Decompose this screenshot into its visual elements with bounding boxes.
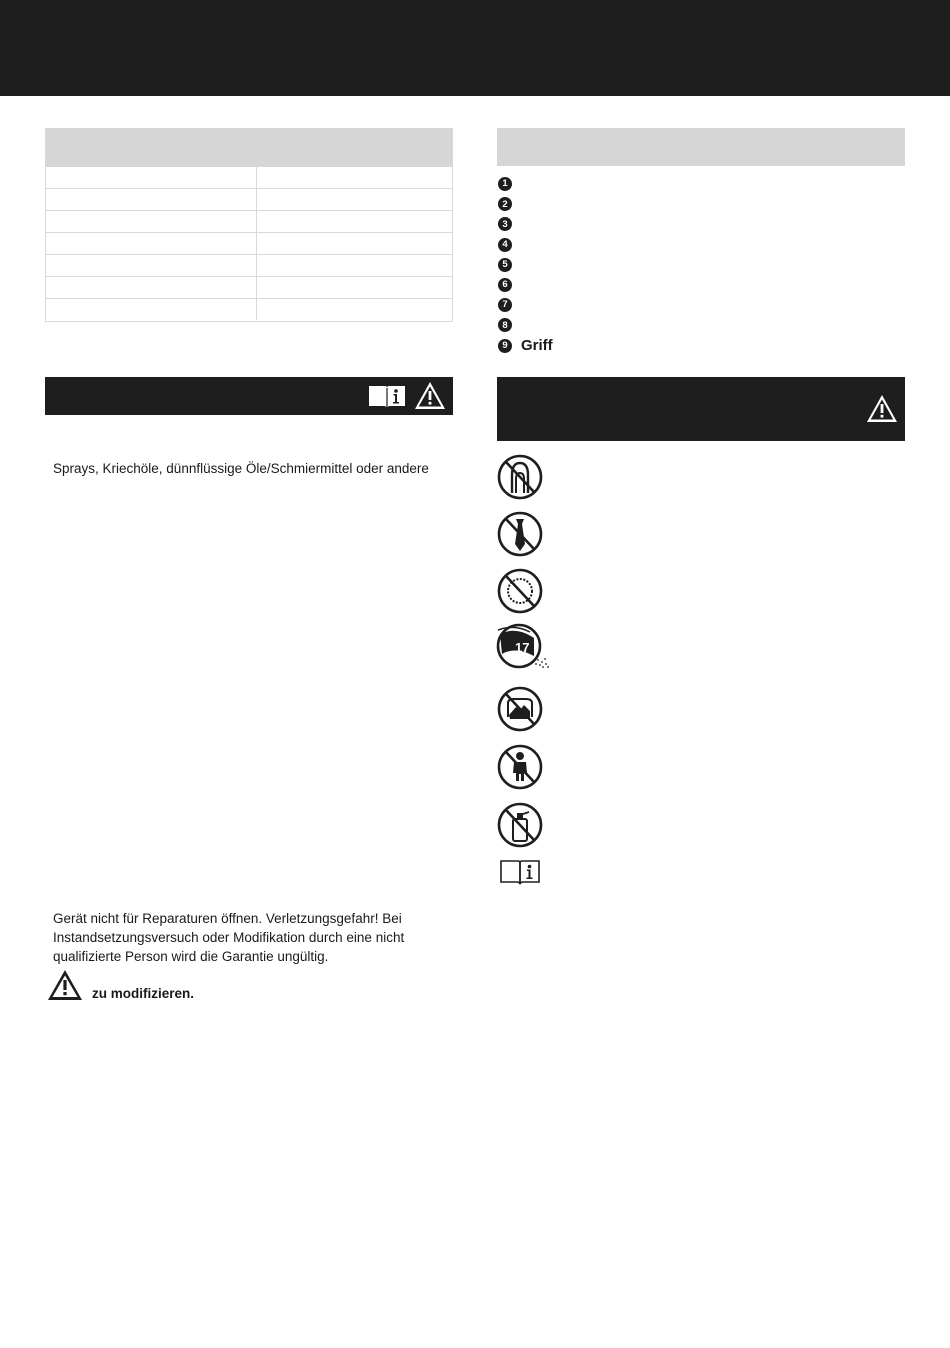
no-long-hair-icon [496,453,544,501]
table-row [46,277,452,299]
parts-list [498,174,553,356]
specifications-header [46,129,452,167]
number-badge: 2 [498,197,512,211]
table-row [46,299,452,321]
modify-warning-text: zu modifizieren. [92,986,195,1001]
sheet-count-label: 17 [515,640,530,655]
number-badge: 5 [498,258,512,272]
no-jewelry-icon [496,567,544,615]
list-item [498,315,553,335]
no-hands-icon [496,685,544,733]
list-item [498,235,553,255]
header-bar [0,0,950,96]
parts-header [497,128,905,166]
part-label: Griff [521,337,553,355]
warning-icon [865,393,899,424]
list-item [498,255,553,275]
table-row [46,189,452,211]
number-badge: 6 [498,278,512,292]
number-badge: 4 [498,238,512,252]
number-badge: 3 [498,217,512,231]
read-manual-icon [367,382,407,410]
list-item [498,214,553,234]
table-row [46,167,452,189]
safety-section-bar [45,377,453,415]
list-item [498,275,553,295]
number-badge: 1 [498,177,512,191]
list-item [498,174,553,194]
number-badge: 7 [498,298,512,312]
safety-symbols-bar [497,377,905,441]
warning-icon [46,968,84,1002]
repair-warning-line-3: qualifizierte Person wird die Garantie ungültig. [53,949,329,964]
repair-warning-line-1: Gerät nicht für Reparaturen öffnen. Verletzungsgefahr! Bei [53,911,402,926]
table-row [46,233,452,255]
number-badge: 9 [498,339,512,353]
max-sheets-icon [494,622,552,672]
no-tie-icon [496,510,544,558]
read-manual-icon [499,858,541,886]
specifications-panel [45,128,453,322]
no-children-icon [496,743,544,791]
list-item [498,336,553,356]
specifications-table [46,167,452,320]
list-item [498,295,553,315]
table-row [46,255,452,277]
number-badge: 8 [498,318,512,332]
table-row [46,211,452,233]
modify-warning [46,968,194,1002]
repair-warning-line-2: Instandsetzungsversuch oder Modifikation durch eine nicht [53,930,405,945]
lubricant-warning-text: Sprays, Kriechöle, dünnflüssige Öle/Schmiermittel oder andere [53,461,429,476]
warning-icon [413,380,447,411]
list-item [498,194,553,214]
no-aerosol-icon [496,801,544,849]
